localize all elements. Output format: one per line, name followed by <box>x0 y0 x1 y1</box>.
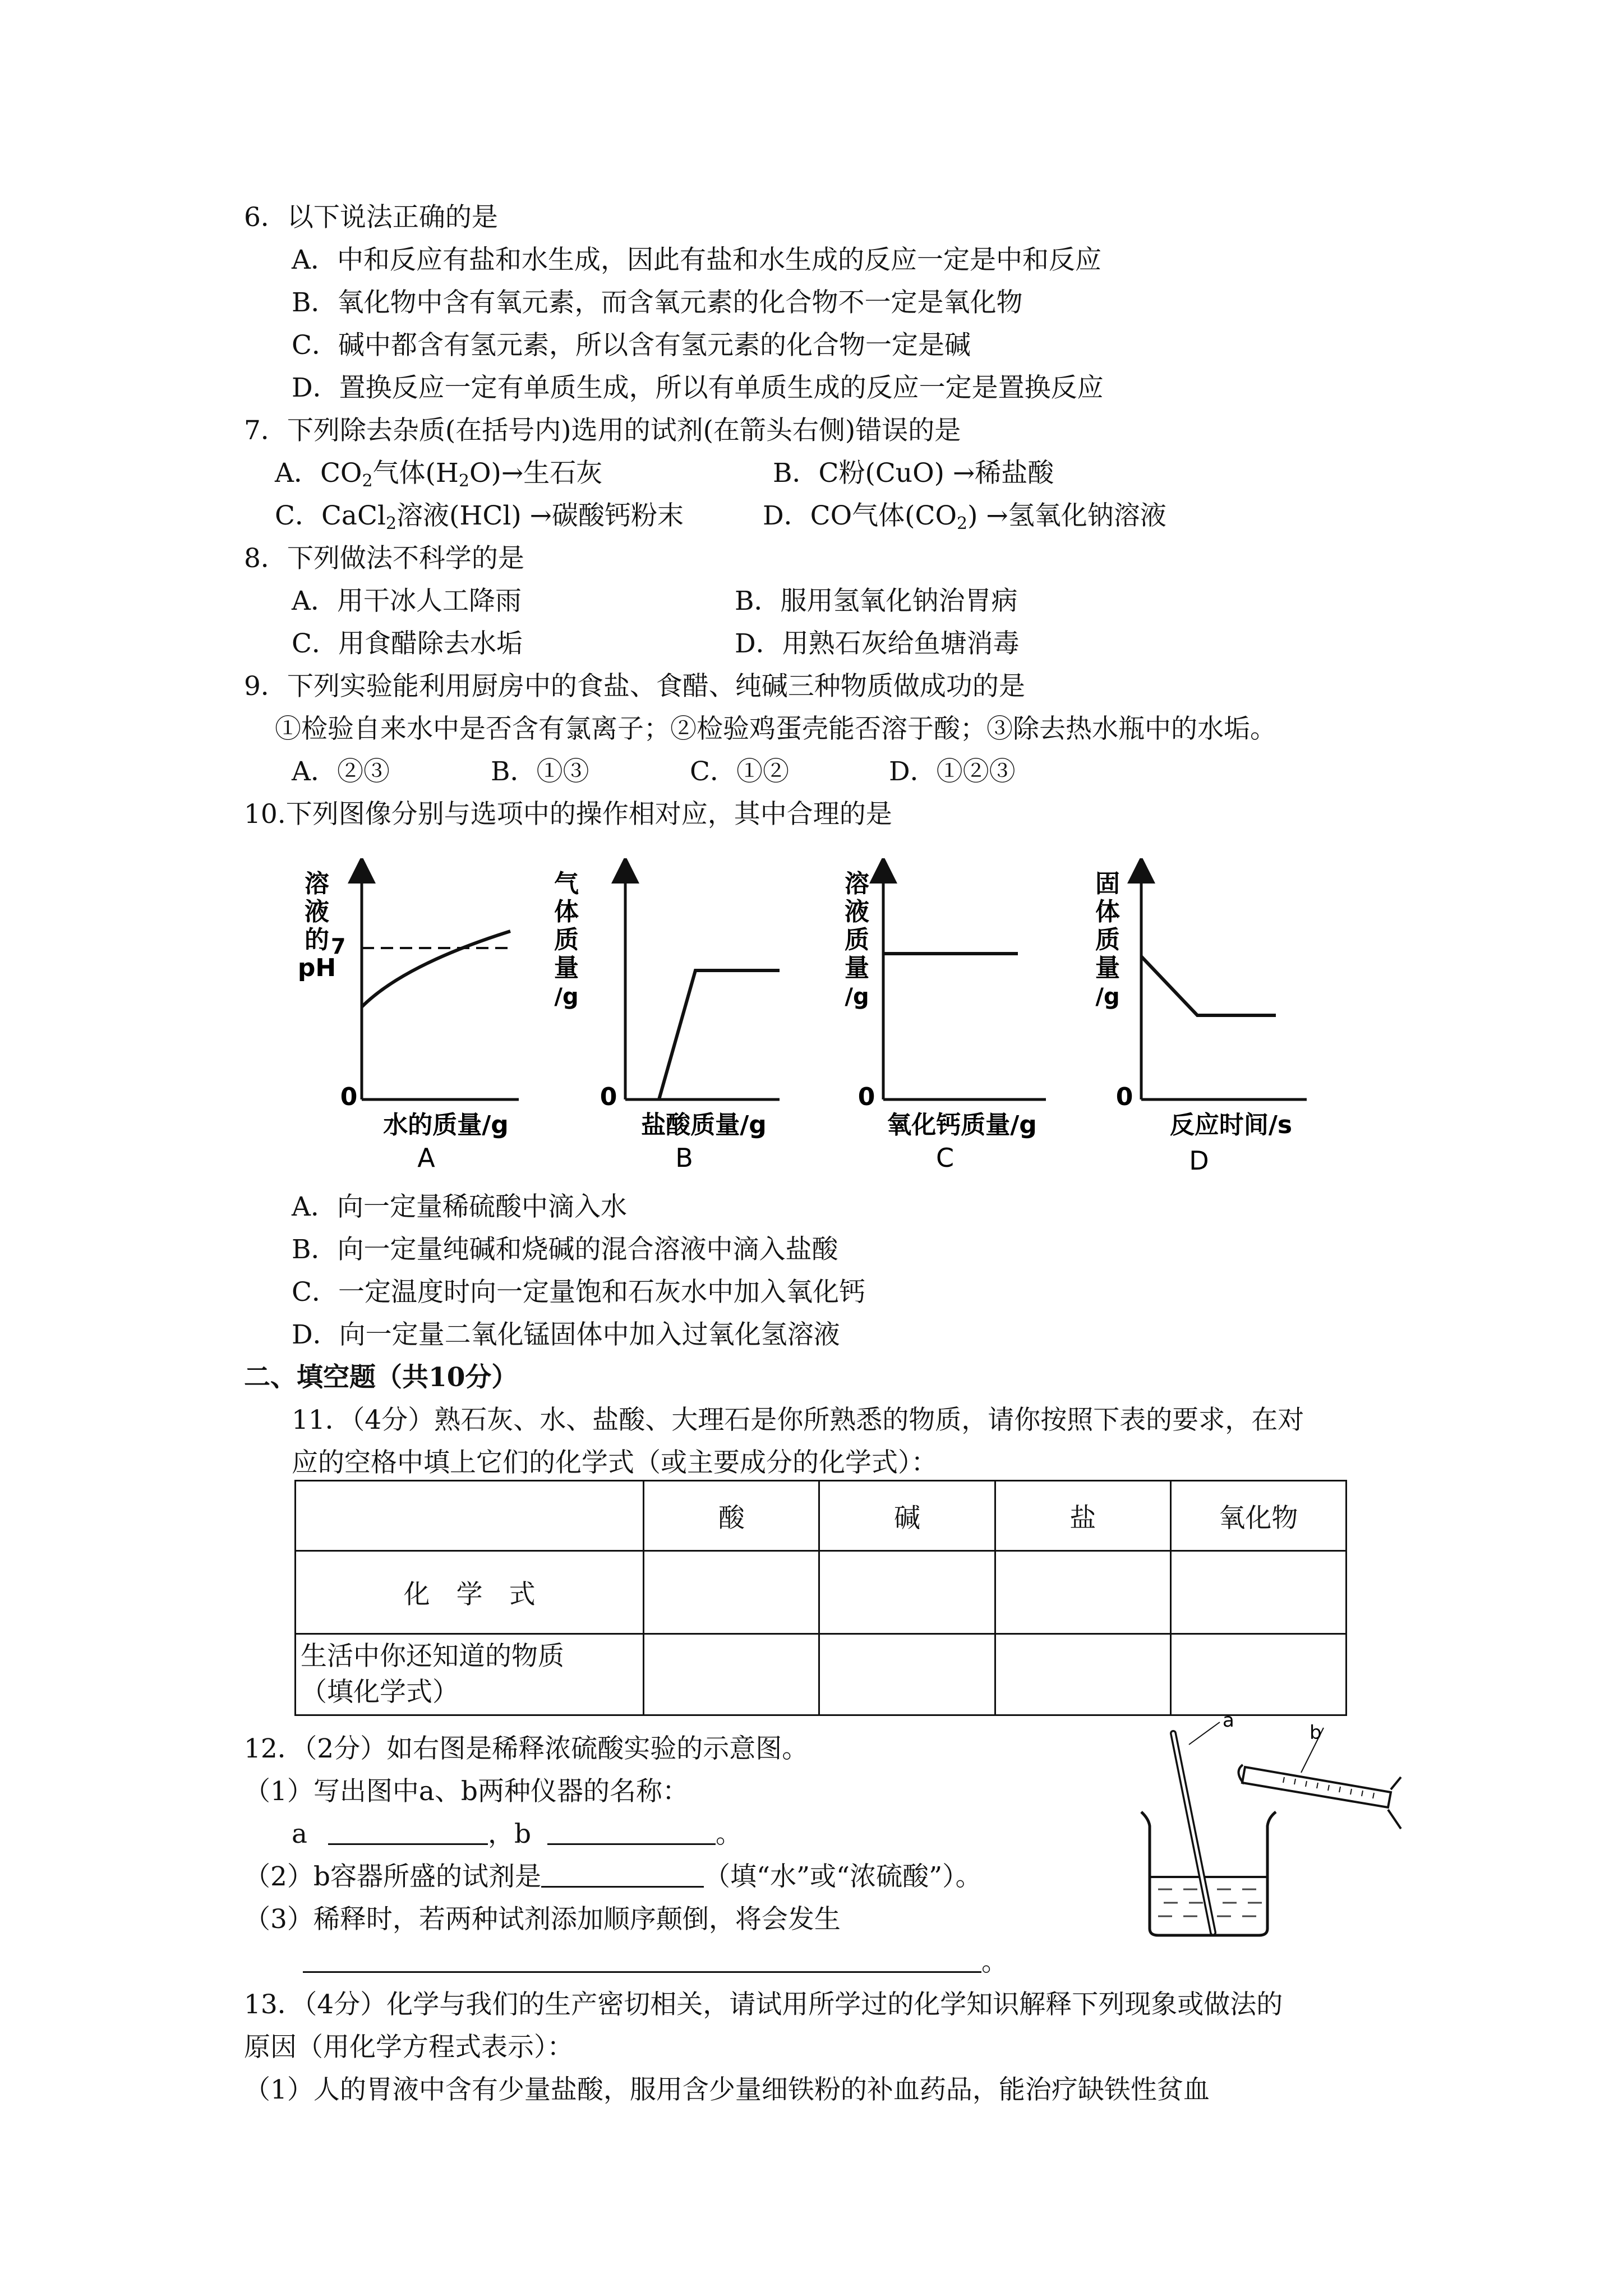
q10-option-d: D．向一定量二氧化锰固体中加入过氧化氢溶液 <box>292 1319 840 1350</box>
graph-a-ylabel-3: pH <box>297 954 336 982</box>
q9-items: ①检验自来水中是否含有氯离子；②检验鸡蛋壳能否溶于酸；③除去热水瓶中的水垢。 <box>275 714 1276 744</box>
graph-b-origin: 0 <box>600 1083 617 1111</box>
graph-a <box>298 869 519 1173</box>
q8-option-d: D．用熟石灰给鱼塘消毒 <box>735 628 1020 659</box>
q12-blanks-ab: a ，b 。 <box>292 1819 743 1849</box>
q8-option-b: B．服用氢氧化钠治胃病 <box>735 586 1018 616</box>
graph-b-ylabel-0: 气 <box>554 869 579 898</box>
q6-option-d: D．置换反应一定有单质生成，所以有单质生成的反应一定是置换反应 <box>292 372 1104 403</box>
q6-option-c: C．碱中都含有氢元素，所以含有氢元素的化合物一定是碱 <box>292 330 971 361</box>
graph-c-ylabel-2: 质 <box>845 926 869 954</box>
graph-c-ylabel-4: /g <box>845 984 869 1010</box>
graph-d <box>1095 869 1307 1176</box>
table-cell-input[interactable] <box>1170 1551 1346 1634</box>
q10-stem: 10.下列图像分别与选项中的操作相对应，其中合理的是 <box>244 799 892 830</box>
q6-option-b: B．氧化物中含有氧元素，而含氧元素的化合物不一定是氧化物 <box>292 287 1023 318</box>
graph-d-ylabel-2: 质 <box>1095 926 1120 954</box>
graph-a-tick-7: 7 <box>331 934 346 959</box>
graph-c-ylabel-0: 溶 <box>845 869 869 898</box>
table-row-formula-label: 化 学 式 <box>296 1551 644 1634</box>
graph-d-ylabel-4: /g <box>1095 984 1120 1010</box>
graph-d-ylabel-3: 量 <box>1095 954 1120 982</box>
blank-consequence[interactable] <box>303 1947 981 1973</box>
graph-b-xlabel: 盐酸质量/g <box>641 1111 767 1139</box>
graph-d-xlabel: 反应时间/s <box>1169 1111 1293 1139</box>
q7-option-d: D．CO气体$(CO_2)$ →氢氧化钠溶液 <box>763 500 1166 533</box>
q12-part2: （2）b容器所盛的试剂是 （填“水”或“浓硫酸”）。 <box>244 1861 982 1892</box>
q6-option-a: A．中和反应有盐和水生成，因此有盐和水生成的反应一定是中和反应 <box>292 245 1101 275</box>
q12-part3: （3）稀释时，若两种试剂添加顺序颠倒，将会发生 <box>244 1904 841 1935</box>
table-cell-input[interactable] <box>819 1634 995 1715</box>
dilution-apparatus-figure <box>1133 1711 1424 1947</box>
q9-option-a: A．②③ <box>292 756 390 787</box>
graph-b-ylabel-1: 体 <box>554 898 579 926</box>
q7-option-b: B．C粉(CuO) →稀盐酸 <box>773 458 1054 489</box>
graph-a-xlabel: 水的质量/g <box>383 1111 509 1139</box>
graph-d-origin: 0 <box>1115 1083 1133 1111</box>
graph-b-letter: B <box>675 1143 693 1173</box>
graph-b-ylabel-4: /g <box>554 984 579 1010</box>
graph-c-ylabel-3: 量 <box>845 954 869 982</box>
graduated-cylinder <box>1238 1765 1401 1829</box>
section-title: 二、填空题（共10分） <box>244 1362 518 1393</box>
blank-reagent[interactable] <box>541 1861 704 1888</box>
table-cell-input[interactable] <box>995 1634 1170 1715</box>
q9-option-d: D．①②③ <box>889 756 1016 787</box>
graph-c-origin: 0 <box>857 1083 875 1111</box>
table-cell-input[interactable] <box>1170 1634 1346 1715</box>
q9-option-b: B．①③ <box>491 756 589 787</box>
graph-a-ylabel-2: 的 <box>305 926 329 954</box>
blank-a[interactable] <box>328 1819 488 1845</box>
table-corner-cell <box>296 1481 644 1551</box>
table-row-other-label: 生活中你还知道的物质 （填化学式） <box>296 1634 644 1715</box>
q9-stem: 9．下列实验能利用厨房中的食盐、食醋、纯碱三种物质做成功的是 <box>244 671 1025 702</box>
q8-stem: 8．下列做法不科学的是 <box>244 543 524 574</box>
graph-a-origin: 0 <box>340 1083 358 1111</box>
graph-b <box>554 869 780 1173</box>
q13-part1: （1）人的胃液中含有少量盐酸，服用含少量细铁粉的补血药品，能治疗缺铁性贫血 <box>244 2074 1210 2105</box>
q6-stem: 6．以下说法正确的是 <box>244 202 498 233</box>
graph-b-ylabel-2: 质 <box>554 926 579 954</box>
graph-d-letter: D <box>1189 1145 1209 1176</box>
q9-option-c: C．①② <box>690 756 789 787</box>
label-b: b <box>1310 1722 1322 1744</box>
graph-c <box>845 869 1046 1173</box>
graph-a-ylabel-0: 溶 <box>305 869 329 898</box>
graph-d-ylabel-1: 体 <box>1095 898 1120 926</box>
graph-a-ylabel-1: 液 <box>305 898 329 926</box>
q12-part1: （1）写出图中a、b两种仪器的名称： <box>244 1776 689 1807</box>
blank-b[interactable] <box>547 1819 716 1845</box>
q7-stem: 7．下列除去杂质(在括号内)选用的试剂(在箭头右侧)错误的是 <box>244 415 961 446</box>
q10-graphs-figure <box>297 858 1324 1178</box>
q8-option-c: C．用食醋除去水垢 <box>292 628 523 659</box>
graph-b-ylabel-3: 量 <box>554 954 579 982</box>
table-header-oxide: 氧化物 <box>1170 1481 1346 1551</box>
graph-c-ylabel-1: 液 <box>845 898 869 926</box>
graph-d-ylabel-0: 固 <box>1095 869 1120 898</box>
q7-option-a: A．$CO_2$气体$(H_2O)\to$生石灰 <box>275 458 603 491</box>
table-cell-input[interactable] <box>995 1551 1170 1634</box>
table-header-salt: 盐 <box>995 1481 1170 1551</box>
table-cell-input[interactable] <box>819 1551 995 1634</box>
table-cell-input[interactable] <box>644 1551 819 1634</box>
q12-part3-answer: 。 <box>303 1945 1008 1979</box>
q12-stem: 12．（2分）如右图是稀释浓硫酸实验的示意图。 <box>244 1733 809 1764</box>
table-cell-input[interactable] <box>644 1634 819 1715</box>
label-a: a <box>1223 1711 1234 1732</box>
table-header-acid: 酸 <box>644 1481 819 1551</box>
graph-c-xlabel: 氧化钙质量/g <box>887 1111 1037 1139</box>
q11-line1: 11．（4分）熟石灰、水、盐酸、大理石是你所熟悉的物质，请你按照下表的要求，在对 <box>292 1405 1304 1435</box>
q10-option-b: B．向一定量纯碱和烧碱的混合溶液中滴入盐酸 <box>292 1234 838 1265</box>
q11-table <box>294 1480 1347 1716</box>
graph-a-letter: A <box>417 1143 435 1173</box>
q11-line2: 应的空格中填上它们的化学式（或主要成分的化学式）： <box>292 1447 938 1478</box>
q8-option-a: A．用干冰人工降雨 <box>292 586 522 616</box>
table-header-base: 碱 <box>819 1481 995 1551</box>
q10-option-c: C．一定温度时向一定量饱和石灰水中加入氧化钙 <box>292 1277 865 1308</box>
graph-c-letter: C <box>935 1143 955 1173</box>
q13-line1: 13．（4分）化学与我们的生产密切相关，请试用所学过的化学知识解释下列现象或做法的 <box>244 1989 1283 2020</box>
q7-option-c: C．CaCl$_2$溶液(HCl) →碳酸钙粉末 <box>275 500 684 533</box>
q10-option-a: A．向一定量稀硫酸中滴入水 <box>292 1191 627 1222</box>
q13-line2: 原因（用化学方程式表示）： <box>244 2032 574 2063</box>
